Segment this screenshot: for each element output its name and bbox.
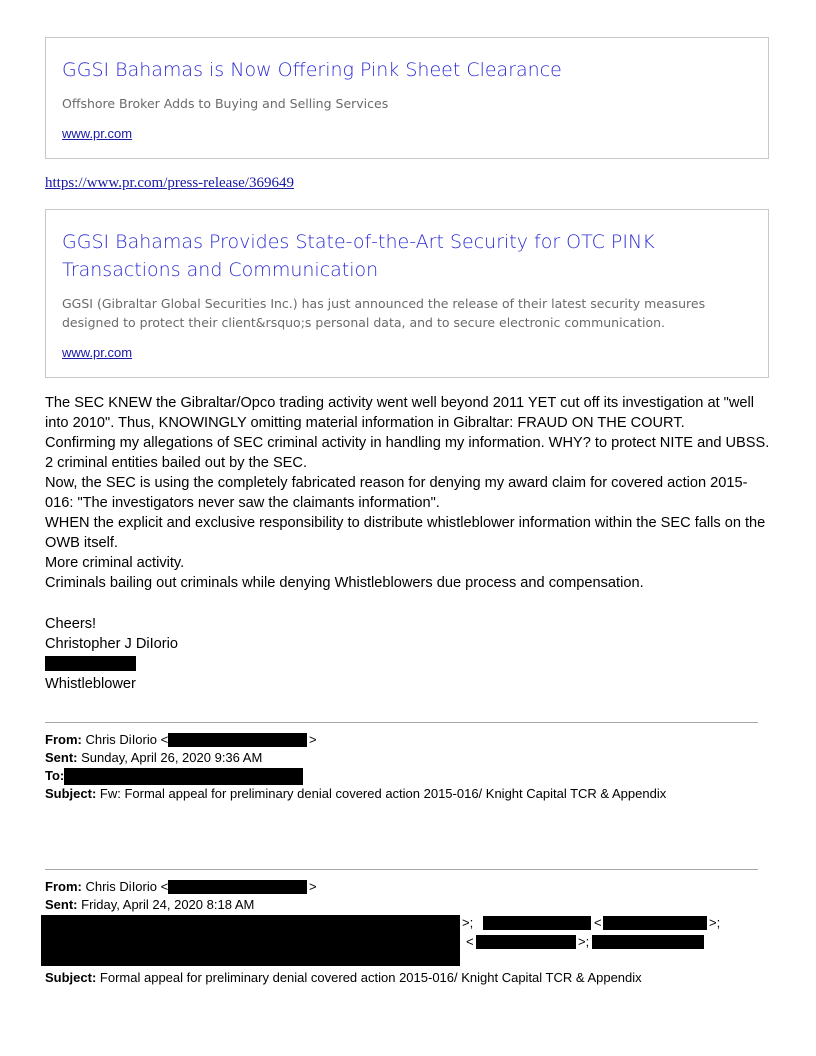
email1-sent [45,749,262,767]
redaction-bar [45,656,136,671]
subject-label: Subject: [45,970,97,985]
redaction-bar [483,916,591,930]
body-paragraph: The SEC KNEW the Gibraltar/Opco trading activity went well beyond 2011 YET cut off its investigation at "well into 2010". Thus, KNOWINGLY omitting material information in Gibraltar: FRAUD ON THE COURT. [45,395,754,431]
sent-value: Sunday, April 26, 2020 9:36 AM [81,750,263,765]
body-paragraph: Confirming my allegations of SEC criminal activity in handling my information. WHY? to protect NITE and UBSS. 2 criminal entities bailed out by the SEC. [45,435,770,471]
angle-bracket: < [466,934,474,949]
email2-from [45,878,168,896]
sent-label: Sent: [45,897,78,912]
signature-role: Whistleblower [45,676,136,692]
body-paragraph: Now, the SEC is using the completely fabricated reason for denying my award claim for covered action 2015-016: "The investigators never saw the claimants information". [45,475,748,511]
recipient-separator: >; [709,915,721,930]
angle-bracket: > [309,732,317,747]
recipient-separator: >; [578,934,590,949]
divider [45,722,758,723]
press-card-2 [45,209,769,378]
redaction-bar [592,935,704,949]
from-name: Chris DiIorio < [85,879,169,894]
email1-subject [45,785,666,803]
press-card-description: GGSI (Gibraltar Global Securities Inc.) has just announced the release of their latest security measures designed to protect their client&rsquo;s personal data, and to secure electronic communication. [62,296,706,330]
email1-from [45,731,168,749]
from-name: Chris DiIorio < [85,732,169,747]
divider [45,869,758,870]
press-card-title[interactable]: GGSI Bahamas Provides State-of-the-Art Security for OTC PINK Transactions and Communication [62,231,655,281]
press-card-link[interactable]: www.pr.com [62,345,133,360]
angle-bracket: < [594,915,602,930]
press-card-description: Offshore Broker Adds to Buying and Selling Services [62,96,389,111]
press-card-link[interactable]: www.pr.com [62,126,133,141]
press-card-1 [45,37,769,159]
from-label: From: [45,732,82,747]
recipient-separator: >; [462,915,474,930]
redaction-bar [64,768,303,785]
email2-sent [45,896,254,914]
sent-value: Friday, April 24, 2020 8:18 AM [81,897,255,912]
redaction-bar [168,880,307,894]
body-paragraph: Criminals bailing out criminals while denying Whistleblowers due process and compensation. [45,575,644,591]
from-label: From: [45,879,82,894]
redaction-bar [168,733,307,747]
redaction-bar [603,916,707,930]
email2-subject [45,969,642,987]
sent-label: Sent: [45,750,78,765]
to-label: To: [45,768,65,783]
subject-label: Subject: [45,786,97,801]
press-release-url[interactable]: https://www.pr.com/press-release/369649 [45,175,294,191]
press-card-title[interactable]: GGSI Bahamas is Now Offering Pink Sheet Clearance [62,59,562,81]
email-body [45,393,775,593]
subject-value: Formal appeal for preliminary denial covered action 2015-016/ Knight Capital TCR & Appendix [99,970,642,985]
redaction-bar [476,935,576,949]
redaction-bar [41,915,460,966]
body-paragraph: WHEN the explicit and exclusive responsibility to distribute whistleblower information within the SEC falls on the OWB itself. [45,515,766,551]
angle-bracket: > [309,879,317,894]
signature-closing: Cheers! [45,616,97,632]
body-paragraph: More criminal activity. [45,555,185,571]
subject-value: Fw: Formal appeal for preliminary denial covered action 2015-016/ Knight Capital TCR & Appendix [99,786,667,801]
email1-to [45,767,64,785]
signature-name: Christopher J DiIorio [45,636,179,652]
